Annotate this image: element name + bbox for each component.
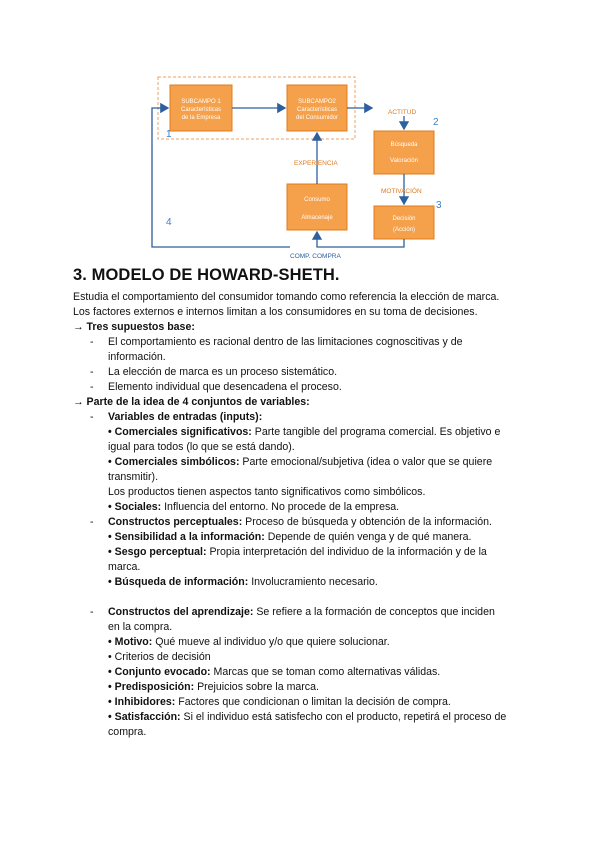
subcampo2-line2: Características [296,107,338,113]
subcampo2-line3: del Consumidor [295,115,339,121]
supuesto-item: - La elección de marca es un proceso sistemático. [90,366,338,378]
label-motivacion: MOTIVACIÓN [381,188,422,195]
consumo-line2: Almacenaje [301,215,333,221]
inputs-block: - Variables de entradas (inputs): • Comerciales significativos: Parte tangible del programa comercial. Es objetivo e igual para todos (lo que se está dando). • Comerciales simbólicos: Parte emocional/subjetiva (idea o valor que se quiere transmitir). Los productos tienen aspectos tanto significativos como simbólicos. • Sociales: Influencia del entorno. No procede de la empresa. [90,411,501,513]
decision-box [374,206,434,239]
section-body [73,290,533,740]
intro-line-1: Estudia el comportamiento del consumidor tomando como referencia la elección de marca. [73,291,500,303]
busqueda-line2: Valoración [390,158,418,164]
section-title: 3. MODELO DE HOWARD-SHETH. [73,266,340,284]
spacer [73,590,533,605]
busqueda-box [374,131,434,174]
number-3: 3 [436,200,442,211]
busqueda-line1: Búsqueda [390,142,418,148]
intro-line-2: Los factores externos e internos limitan a los consumidores en su toma de decisiones. [73,306,478,318]
perceptuales-block: - Constructos perceptuales: Proceso de búsqueda y obtención de la información. • Sensibilidad a la información: Depende de quién venga y de qué manera. • Sesgo perceptual: Propia interpretación del individuo de la información y de la marca. • Búsqueda de información: Involucramiento necesario. [90,516,492,588]
aprendizaje-block: - Constructos del aprendizaje: Se refiere a la formación de conceptos que inciden en la compra. • Motivo: Qué mueve al individuo y/o que quiere solucionar. • Criterios de decisión • Conjunto evocado: Marcas que se toman como alternativas válidas. • Predisposición: Prejuicios sobre la marca. • Inhibidores: Factores que condicionan o limitan la decisión de compra. • Satisfacción: Si el individuo está satisfecho con el producto, repetirá el proceso de compra. [90,606,507,738]
subcampo2-line1: SUBCAMPO2 [298,99,336,105]
subcampo1-line1: SUBCAMPO 1 [181,99,221,105]
number-4: 4 [166,217,172,228]
supuestos-title: → Tres supuestos base: [73,321,195,333]
howard-sheth-diagram [0,0,600,262]
number-1: 1 [166,129,172,140]
supuesto-item: - Elemento individual que desencadena el proceso. [90,381,342,393]
subcampo1-line3: de la Empresa [181,115,221,121]
consumo-line1: Consumo [304,197,330,203]
label-experiencia: EXPERIENCIA [294,160,338,167]
subcampo1-line2: Características [180,107,222,113]
consumo-box [287,184,347,230]
number-2: 2 [433,117,439,128]
decision-line1: Decisión [392,216,416,222]
label-actitud: ACTITUD [388,109,417,116]
variables-title: → Parte de la idea de 4 conjuntos de variables: [73,396,310,408]
supuesto-item: - El comportamiento es racional dentro de las limitaciones cognoscitivas y de información. [90,336,463,363]
decision-line2: (Acción) [392,227,416,233]
label-comp-compra: COMP. COMPRA [290,253,341,260]
inputs-head: Variables de entradas (inputs): [108,411,263,423]
